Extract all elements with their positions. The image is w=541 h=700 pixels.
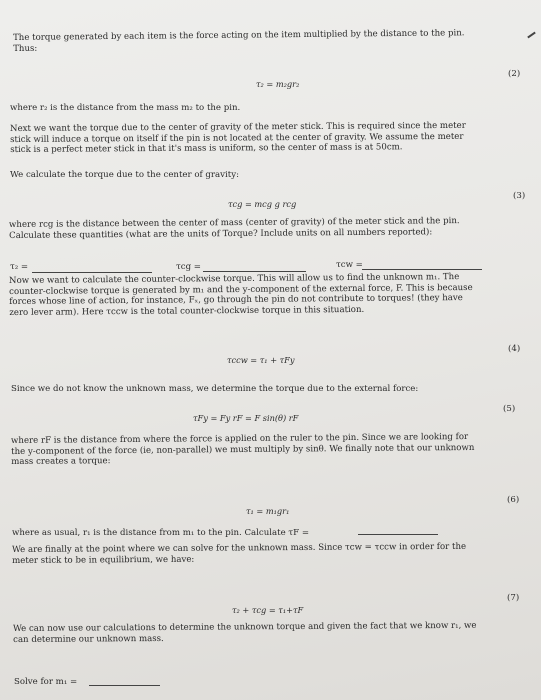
tauf-answer-field[interactable] (358, 533, 438, 535)
para-calc-cg: We calculate the torque due to the center of gravity: (10, 170, 239, 180)
equation-number-6: (6) (507, 495, 520, 505)
para-rcg: where rcg is the distance between the center of mass (center of gravity) of the meter stick and the pin. Calculate these quantities (what are the units of Torque? Include units on all numbers reported): (9, 216, 460, 241)
para-ccw: Now we want to calculate the counter-clockwise torque. This will allow us to find the unknown m₁. The counter-clockwise torque is generated by m₁ and the y-component of the external force, F. This is because forces whose line of action, for instance, Fₓ, go through the pin do not contribute to torques! (they have zero lever arm). Here τccw is the total counter-clockwise torque in this situation. (9, 272, 473, 318)
para-r1: where as usual, r₁ is the distance from m₁ to the pin. Calculate τF = (12, 528, 310, 538)
equation-2: τ₂ = m₂gr₂ (256, 79, 300, 89)
pen-mark (527, 32, 536, 39)
taucw-answer-field[interactable] (362, 268, 482, 270)
taucg-label: τcg = (176, 262, 202, 272)
para-final: We can now use our calculations to determine the unknown torque and given the fact that we know r₁, we can determine our unknown mass. (13, 620, 477, 645)
para-torque-intro: The torque generated by each item is the force acting on the item multiplied by the distance to the pin. Thus: (13, 28, 465, 54)
para-center-of-gravity: Next we want the torque due to the center of gravity of the meter stick. This is required since the meter stick will induce a torque on itself if the pin is not located at the center of gravity. We assume the meter stick is a perfect meter stick in that it's mass is uniform, so the center of mass is at 50cm. (10, 120, 466, 156)
tau2-answer-field[interactable] (32, 271, 152, 273)
equation-number-5: (5) (503, 404, 516, 414)
m1-answer-field[interactable] (89, 684, 160, 686)
equation-number-7: (7) (507, 593, 520, 603)
equation-7: τ₂ + τcg = τ₁+τF (232, 605, 304, 615)
tau2-label: τ₂ = (10, 262, 29, 272)
equation-number-2: (2) (508, 69, 521, 79)
taucg-answer-field[interactable] (203, 270, 306, 272)
para-external-force: Since we do not know the unknown mass, we determine the torque due to the external force: (11, 384, 419, 394)
para-equilibrium: We are finally at the point where we can solve for the unknown mass. Since τcw = τccw in order for the meter stick to be in equilibrium, we have: (12, 541, 467, 566)
solve-m1-label: Solve for m₁ = (14, 677, 78, 687)
para-rf: where rF is the distance from where the force is applied on the ruler to the pin. Since we are looking for the y-component of the force (ie, non-parallel) we must multiply by sinθ. We finally note that our unknown mass creates a torque: (11, 432, 475, 468)
equation-5: τFy = Fy rF = F sin(θ) rF (193, 413, 299, 423)
equation-number-4: (4) (508, 344, 521, 354)
equation-4: τccw = τ₁ + τFy (227, 355, 295, 365)
equation-number-3: (3) (513, 191, 526, 201)
equation-3: τcg = mcg g rcg (228, 199, 297, 209)
para-r2: where r₂ is the distance from the mass m₂ to the pin. (10, 103, 241, 113)
equation-6: τ₁ = m₁gr₁ (246, 506, 290, 516)
taucw-label: τcw = (336, 260, 363, 270)
